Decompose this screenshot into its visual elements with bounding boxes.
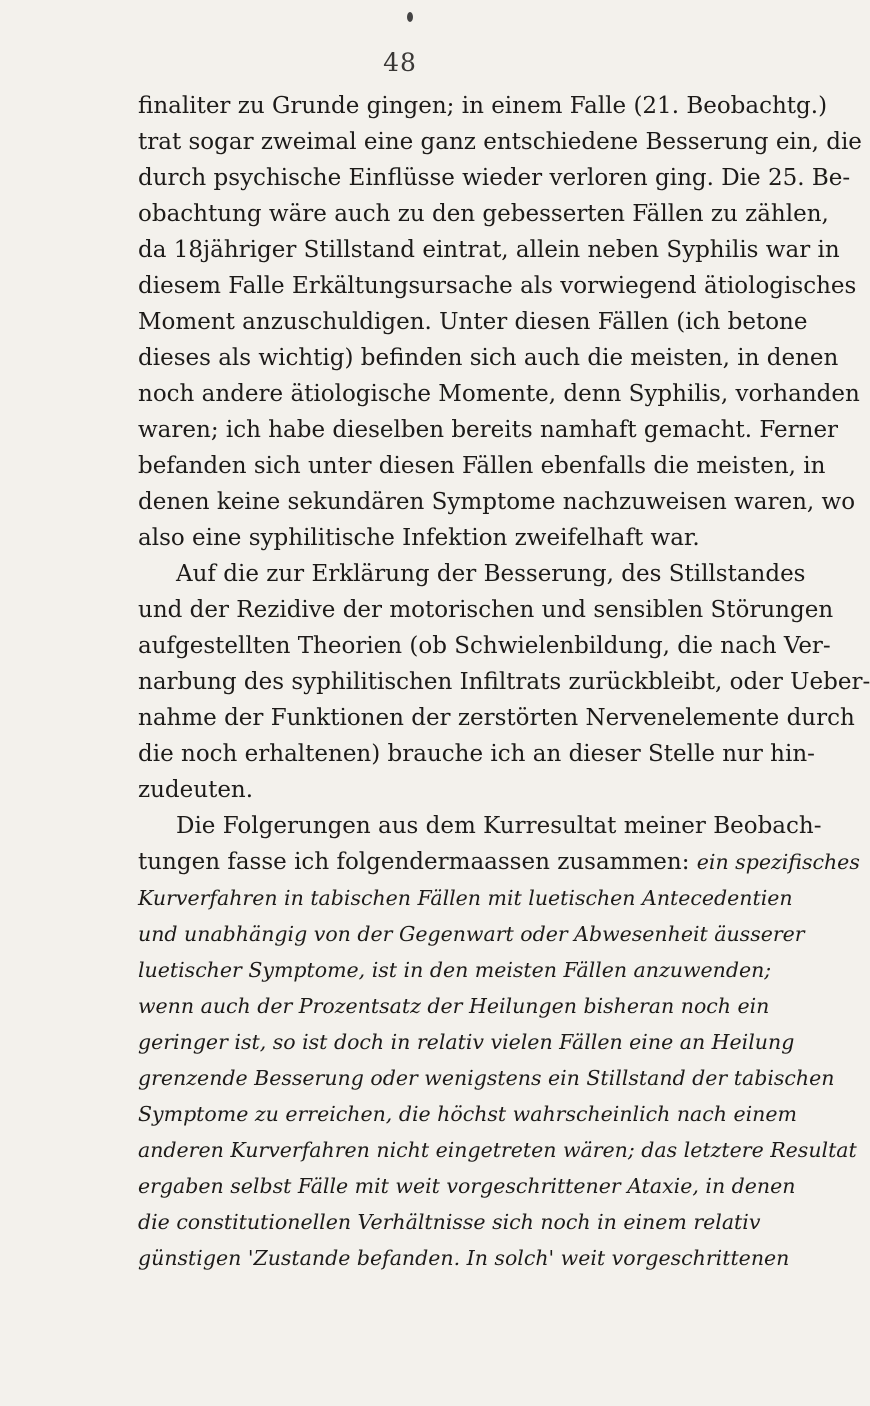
text-line: und unabhängig von der Gegenwart oder Abwesenheit äusserer — [138, 922, 805, 946]
text-line: nahme der Funktionen der zerstörten Nervenelemente durch — [138, 705, 855, 731]
text-line: Auf die zur Erklärung der Besserung, des Stillstandes — [176, 561, 806, 587]
text-line: grenzende Besserung oder wenigstens ein Stillstand der tabischen — [138, 1066, 835, 1090]
text-line: die noch erhaltenen) brauche ich an dieser Stelle nur hin- — [138, 741, 815, 767]
text-segment-italic: ein spezifisches — [696, 850, 860, 874]
text-line: zudeuten. — [138, 777, 254, 803]
text-line: denen keine sekundären Symptome nachzuweisen waren, wo — [138, 489, 856, 515]
text-line: obachtung wäre auch zu den gebesserten Fällen zu zählen, — [138, 201, 829, 227]
text-line: die constitutionellen Verhältnisse sich noch in einem relativ — [138, 1210, 761, 1234]
text-segment: tungen fasse ich folgendermaassen zusammen: — [138, 849, 690, 875]
body-text — [138, 88, 870, 1276]
text-line: dieses als wichtig) befinden sich auch die meisten, in denen — [138, 345, 839, 371]
text-line: durch psychische Einflüsse wieder verloren ging. Die 25. Be- — [138, 165, 851, 191]
text-line: Moment anzuschuldigen. Unter diesen Fällen (ich betone — [138, 309, 808, 335]
text-line: und der Rezidive der motorischen und sensiblen Störungen — [138, 597, 834, 623]
text-line: noch andere ätiologische Momente, denn Syphilis, vorhanden — [138, 381, 860, 407]
text-line: Kurverfahren in tabischen Fällen mit luetischen Antecedentien — [138, 886, 793, 910]
text-line: Symptome zu erreichen, die höchst wahrscheinlich nach einem — [138, 1102, 797, 1126]
text-line: befanden sich unter diesen Fällen ebenfalls die meisten, in — [138, 453, 826, 479]
page-number: 48 — [383, 48, 417, 77]
text-line: luetischer Symptome, ist in den meisten Fällen anzuwenden; — [138, 958, 772, 982]
text-line: also eine syphilitische Infektion zweifelhaft war. — [138, 525, 700, 551]
text-line: geringer ist, so ist doch in relativ vielen Fällen eine an Heilung — [138, 1030, 795, 1054]
text-line: narbung des syphilitischen Infiltrats zurückbleibt, oder Ueber- — [138, 669, 870, 695]
text-line: günstigen 'Zustande befanden. In solch' weit vorgeschrittenen — [138, 1246, 790, 1270]
ink-mark — [407, 12, 413, 22]
text-line: aufgestellten Theorien (ob Schwielenbildung, die nach Ver- — [138, 633, 831, 659]
text-line: da 18jähriger Stillstand eintrat, allein neben Syphilis war in — [138, 237, 840, 263]
text-line: trat sogar zweimal eine ganz entschiedene Besserung ein, die — [138, 129, 862, 155]
text-line: anderen Kurverfahren nicht eingetreten wären; das letztere Resultat — [138, 1138, 857, 1162]
text-line — [138, 844, 860, 880]
text-line: finaliter zu Grunde gingen; in einem Falle (21. Beobachtg.) — [138, 93, 828, 119]
text-line: waren; ich habe dieselben bereits namhaft gemacht. Ferner — [138, 417, 839, 443]
text-line: diesem Falle Erkältungsursache als vorwiegend ätiologisches — [138, 273, 857, 299]
text-line: wenn auch der Prozentsatz der Heilungen bisheran noch ein — [138, 994, 770, 1018]
text-line: Die Folgerungen aus dem Kurresultat meiner Beobach- — [176, 813, 822, 839]
text-line: ergaben selbst Fälle mit weit vorgeschrittener Ataxie, in denen — [138, 1174, 796, 1198]
